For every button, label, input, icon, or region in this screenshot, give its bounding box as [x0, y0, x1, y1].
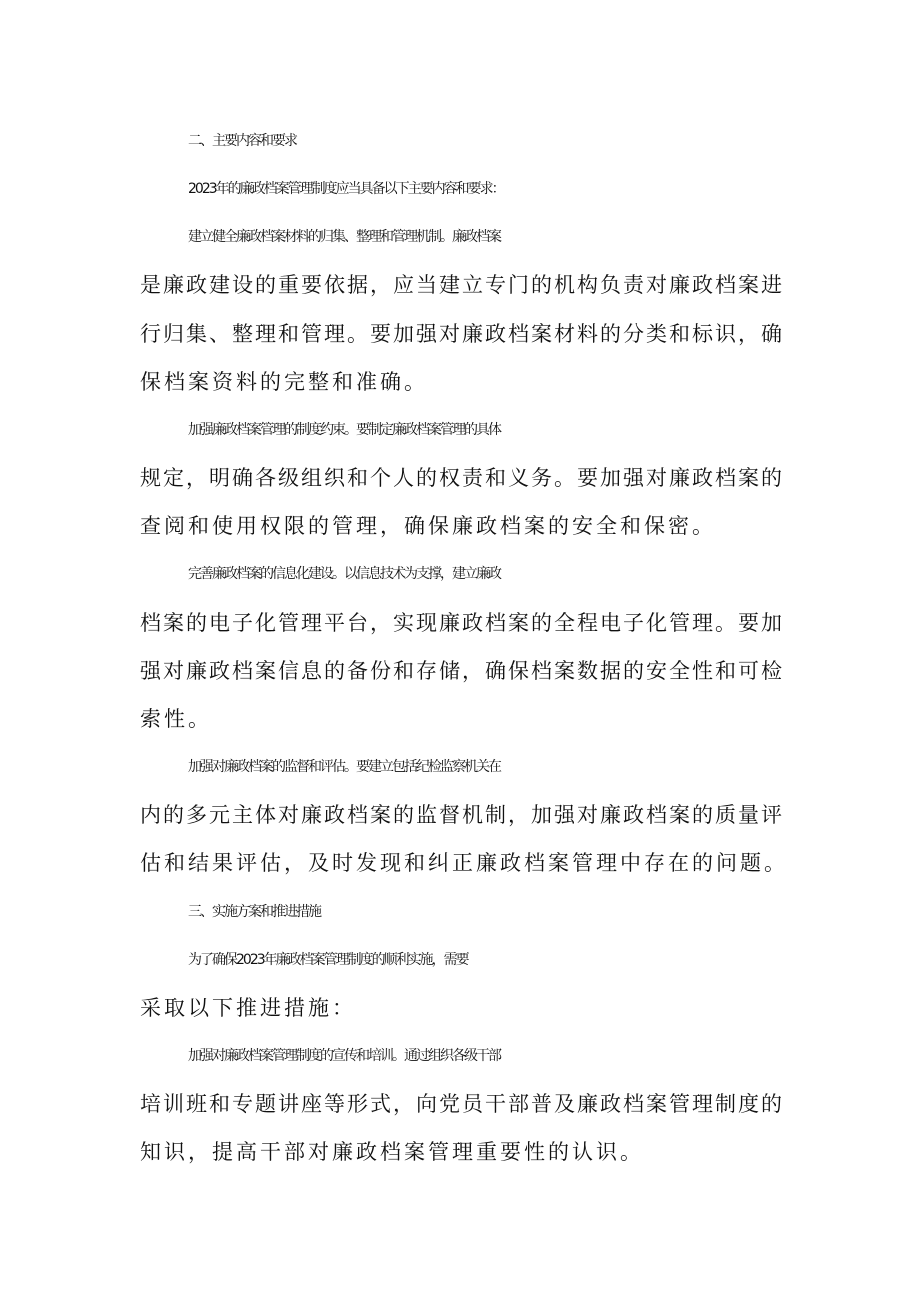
paragraph-line: 估和结果评估，及时发现和纠正廉政档案管理中存在的问题。 [140, 851, 788, 875]
paragraph-line: 加强对廉政档案管理制度的宣传和培训。通过组织各级干部 [188, 1048, 500, 1064]
paragraph-line: 加强对廉政档案的监督和评估。要建立包括纪检监察机关在 [188, 759, 500, 775]
paragraph-line: 培训班和专题讲座等形式，向党员干部普及廉政档案管理制度的 [140, 1092, 784, 1116]
paragraph-line: 2023年的廉政档案管理制度应当具备以下主要内容和要求： [188, 181, 504, 197]
paragraph-line: 索性。 [140, 707, 212, 731]
paragraph-line: 档案的电子化管理平台，实现廉政档案的全程电子化管理。要加 [140, 611, 784, 635]
paragraph-line: 查阅和使用权限的管理，确保廉政档案的安全和保密。 [140, 514, 716, 538]
section-heading-2: 二、主要内容和要求 [188, 133, 296, 149]
paragraph-line: 采取以下推进措施： [140, 996, 356, 1020]
paragraph-line: 加强廉政档案管理的制度约束。要制定廉政档案管理的具体 [188, 422, 500, 438]
paragraph-line: 行归集、整理和管理。要加强对廉政档案材料的分类和标识，确 [140, 322, 784, 346]
paragraph-line: 完善廉政档案的信息化建设。以信息技术为支撑，建立廉政 [188, 566, 500, 582]
paragraph-line: 规定，明确各级组织和个人的权责和义务。要加强对廉政档案的 [140, 466, 784, 490]
paragraph-line: 保档案资料的完整和准确。 [140, 370, 428, 394]
paragraph-line: 建立健全廉政档案材料的归集、整理和管理机制。廉政档案 [188, 229, 500, 245]
paragraph-line: 为了确保2023年廉政档案管理制度的顺利实施，需要 [188, 952, 468, 968]
paragraph-line: 强对廉政档案信息的备份和存储，确保档案数据的安全性和可检 [140, 659, 784, 683]
paragraph-line: 内的多元主体对廉政档案的监督机制，加强对廉政档案的质量评 [140, 803, 784, 827]
section-heading-3: 三、实施方案和推进措施 [188, 904, 320, 920]
paragraph-line: 知识，提高干部对廉政档案管理重要性的认识。 [140, 1140, 644, 1164]
paragraph-line: 是廉政建设的重要依据，应当建立专门的机构负责对廉政档案进 [140, 273, 784, 297]
